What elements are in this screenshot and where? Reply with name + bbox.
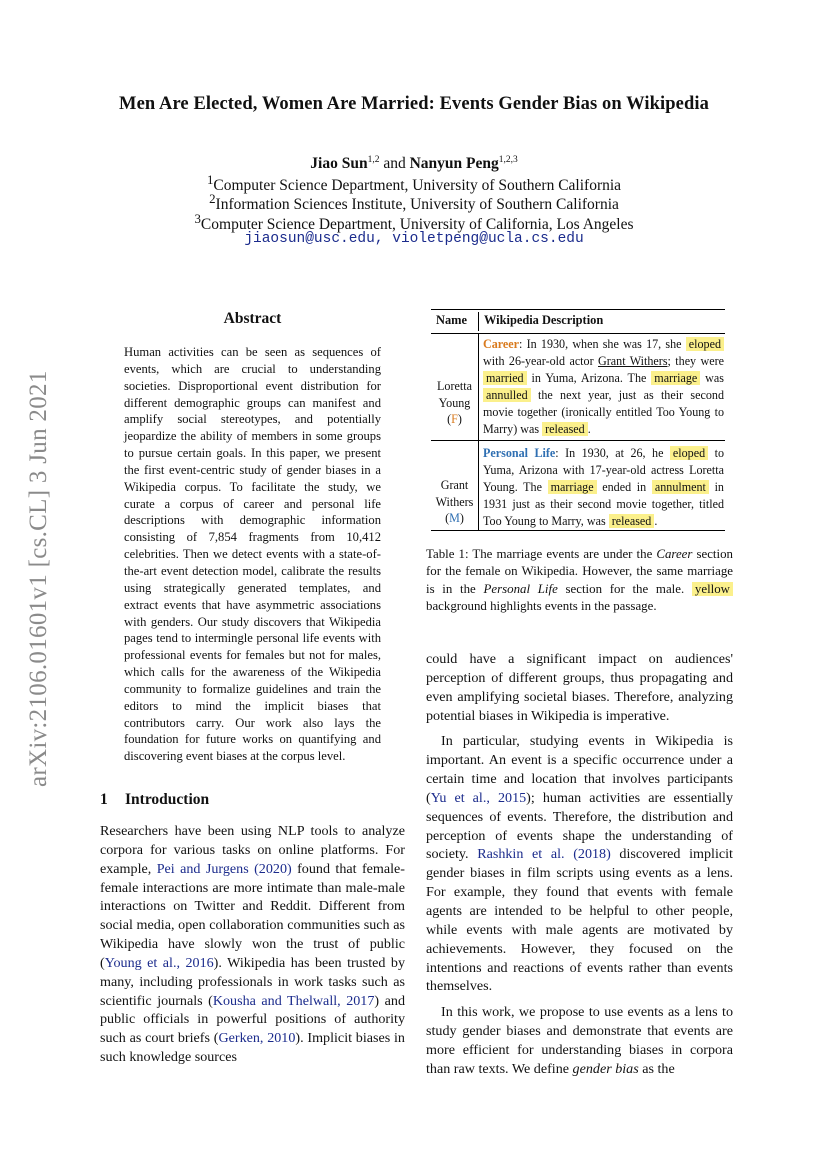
intro-right-column	[426, 650, 733, 1079]
body-text: In particular, studying events in Wikipedia is important. An event is a specific occurrence under a certain time and location that involves participants (	[426, 733, 733, 806]
event-highlight: eloped	[670, 446, 708, 460]
desc-text: to Yuma, Arizona with 17-year-old actress Loretta Young. The	[483, 446, 724, 495]
table-column-divider	[478, 334, 479, 440]
citation-link[interactable]: Pei and Jurgens (2020)	[156, 860, 292, 877]
table-header-description: Wikipedia Description	[484, 313, 604, 327]
section-label: Personal Life	[483, 446, 556, 460]
body-text: ). Implicit biases in such knowledge sources	[100, 1030, 405, 1066]
desc-text: ended in	[596, 480, 652, 495]
citation-link[interactable]: Gerken, 2010	[218, 1030, 296, 1047]
body-paragraph	[426, 1003, 733, 1078]
author-line	[0, 150, 828, 174]
table-top-rule	[431, 309, 725, 310]
body-emphasis: gender bias	[572, 1060, 639, 1077]
table-row-name	[431, 378, 478, 428]
name-text: Grant	[440, 478, 469, 492]
author-name: Jiao Sun	[310, 155, 368, 173]
event-highlight: annulled	[483, 388, 531, 402]
body-text: discovered implicit gender biases in film scripts using events as a lens. For example, they found that events with female agents are intended to be helpful to other people, while events with male agents are motivated by achievements. However, they focused on the intentions and reactions of events rather than events themselves.	[426, 846, 733, 995]
affiliation-superscript: 1	[206, 172, 214, 187]
body-text: ). Wikipedia has been trusted by many, including professionals in work tasks such as scientific journals (	[100, 954, 405, 1009]
name-text: Withers	[435, 494, 474, 509]
caption-text: section for the male.	[557, 581, 692, 596]
person-name: Grant Withers	[598, 354, 668, 369]
table-column-divider	[478, 441, 479, 530]
desc-text: .	[587, 422, 591, 437]
event-highlight: marriage	[548, 480, 597, 494]
body-text: ); human activities are essentially sequences of events. Therefore, the distribution and perception of events shape the understanding of society.	[426, 789, 734, 863]
abstract-heading: Abstract	[223, 310, 282, 327]
section-title: Introduction	[125, 791, 210, 808]
author-superscript: 1,2	[367, 155, 380, 165]
citation-link[interactable]: Rashkin et al. (2018)	[477, 846, 611, 863]
intro-left-column	[100, 822, 405, 1067]
paper-title: Men Are Elected, Women Are Married: Events Gender Bias on Wikipedia	[119, 94, 709, 114]
event-highlight: marriage	[651, 371, 700, 385]
section-label: Career	[483, 337, 520, 351]
desc-text: : In 1930, at 26, he	[555, 446, 670, 460]
table-column-divider	[478, 312, 479, 331]
event-highlight: married	[483, 371, 527, 385]
table-bottom-rule	[431, 530, 725, 531]
desc-text: ; they were	[667, 354, 724, 369]
caption-text: section for the female on Wikipedia. However, the same marriage is in the	[426, 547, 733, 596]
table-row-name	[431, 477, 478, 527]
desc-text: the next year, just as their second movie together (ironically entitled Too Young to Marry) was	[483, 388, 724, 437]
gender-value: F	[451, 412, 458, 426]
caption-emphasis: Personal Life	[483, 581, 558, 596]
abstract-text: Human activities can be seen as sequences of events, which are crucial to understanding societies. Disproportional event distribution for different demographic groups can manifest and amplify social stereotypes, and potentially jeopardize the ability of members in some groups to pursue certain goals. In this paper, we present the first event-centric study of gender biases in a Wikipedia corpus. To facilitate the study, we curate a corpus of career and personal life descriptions with demographic information consisting of 7,854 fragments from 10,412 celebrities. Then we detect events with a state-of-the-art event detection model, calibrate the results using strategically generated templates, and extract events that have asymmetric associations with genders. Our study discovers that Wikipedia pages tend to intermingle personal life events with professional events for females but not for males, which calls for the awareness of the Wikipedia community to formalize guidelines and train the editors to mind the implicit biases that contributors carry. Our work also lays the foundation for future works on quantifying and discovering event biases at the corpus level.	[124, 345, 381, 764]
affiliation-text: Information Sciences Institute, University of Southern California	[215, 196, 619, 214]
gender-label: (M)	[445, 511, 464, 525]
desc-text: .	[654, 514, 658, 529]
body-paragraph: could have a significant impact on audiences' perception of different groups, thus propagating and even amplifying societal biases. Therefore, analyzing potential biases in Wikipedia is imperative.	[426, 651, 733, 724]
arxiv-stamp: arXiv:2106.01601v1 [cs.CL] 3 Jun 2021	[25, 370, 52, 787]
body-text: In this work, we propose to use events as a lens to study gender biases and demonstrate that events are more efficient for understanding biases in corpora than raw texts. We define	[426, 1004, 733, 1077]
desc-text: was	[700, 371, 724, 386]
caption-emphasis: Career	[656, 547, 693, 561]
gender-value: M	[449, 511, 460, 525]
table-caption	[426, 546, 733, 616]
affiliation-superscript: 3	[194, 211, 201, 226]
body-paragraph	[426, 732, 733, 996]
body-text: found that female-female interactions are more intimate than male-male interactions on Twitter and Reddit. Different from social media, open collaboration communities such as Wikipedia have slowly won the trust of public (	[100, 860, 405, 971]
desc-text: in Yuma, Arizona. The	[526, 371, 652, 386]
section-number: 1	[100, 791, 108, 808]
section-heading	[100, 791, 209, 809]
name-text: Young	[438, 395, 471, 410]
desc-text: : In 1930, when she was 17, she	[519, 337, 686, 351]
event-highlight: released	[609, 514, 655, 528]
gender-label: (F)	[447, 412, 462, 426]
event-highlight: released	[542, 422, 588, 436]
table-row-description	[483, 336, 724, 439]
caption-highlight: yellow	[692, 582, 733, 596]
affiliation-text: Computer Science Department, University of California, Los Angeles	[200, 216, 634, 234]
author-conjunction: and	[379, 155, 410, 173]
body-paragraph	[100, 822, 405, 1067]
caption-text: background highlights events in the passage.	[426, 599, 657, 614]
table-row-rule	[431, 440, 725, 441]
author-superscript: 1,2,3	[498, 155, 518, 165]
citation-link[interactable]: Yu et al., 2015	[430, 789, 527, 806]
author-name: Nanyun Peng	[409, 155, 499, 173]
caption-text: Table 1: The marriage events are under the	[426, 547, 657, 561]
affiliation-text: Computer Science Department, University of Southern California	[213, 177, 622, 195]
body-text: as the	[638, 1060, 675, 1077]
body-text: Researchers have been using NLP tools to analyze corpora for various tasks on online platforms. For example,	[100, 823, 405, 877]
desc-text: with 26-year-old actor	[483, 354, 599, 369]
name-text: Loretta	[437, 379, 472, 393]
event-highlight: eloped	[686, 337, 724, 351]
body-text: ) and public officials in powerful positions of authority such as court briefs (	[100, 992, 405, 1047]
table-row-description	[483, 445, 724, 530]
event-highlight: annulment	[652, 480, 709, 494]
citation-link[interactable]: Kousha and Thelwall, 2017	[212, 992, 375, 1009]
affiliation-superscript: 2	[209, 191, 216, 206]
author-emails[interactable]: jiaosun@usc.edu, violetpeng@ucla.cs.edu	[244, 231, 584, 247]
table-header-name: Name	[436, 313, 467, 327]
citation-link[interactable]: Young et al., 2016	[104, 954, 214, 971]
desc-text: in 1931 just as their second movie together, titled Too Young to Marry, was	[483, 480, 724, 529]
table-header-rule	[431, 333, 725, 334]
